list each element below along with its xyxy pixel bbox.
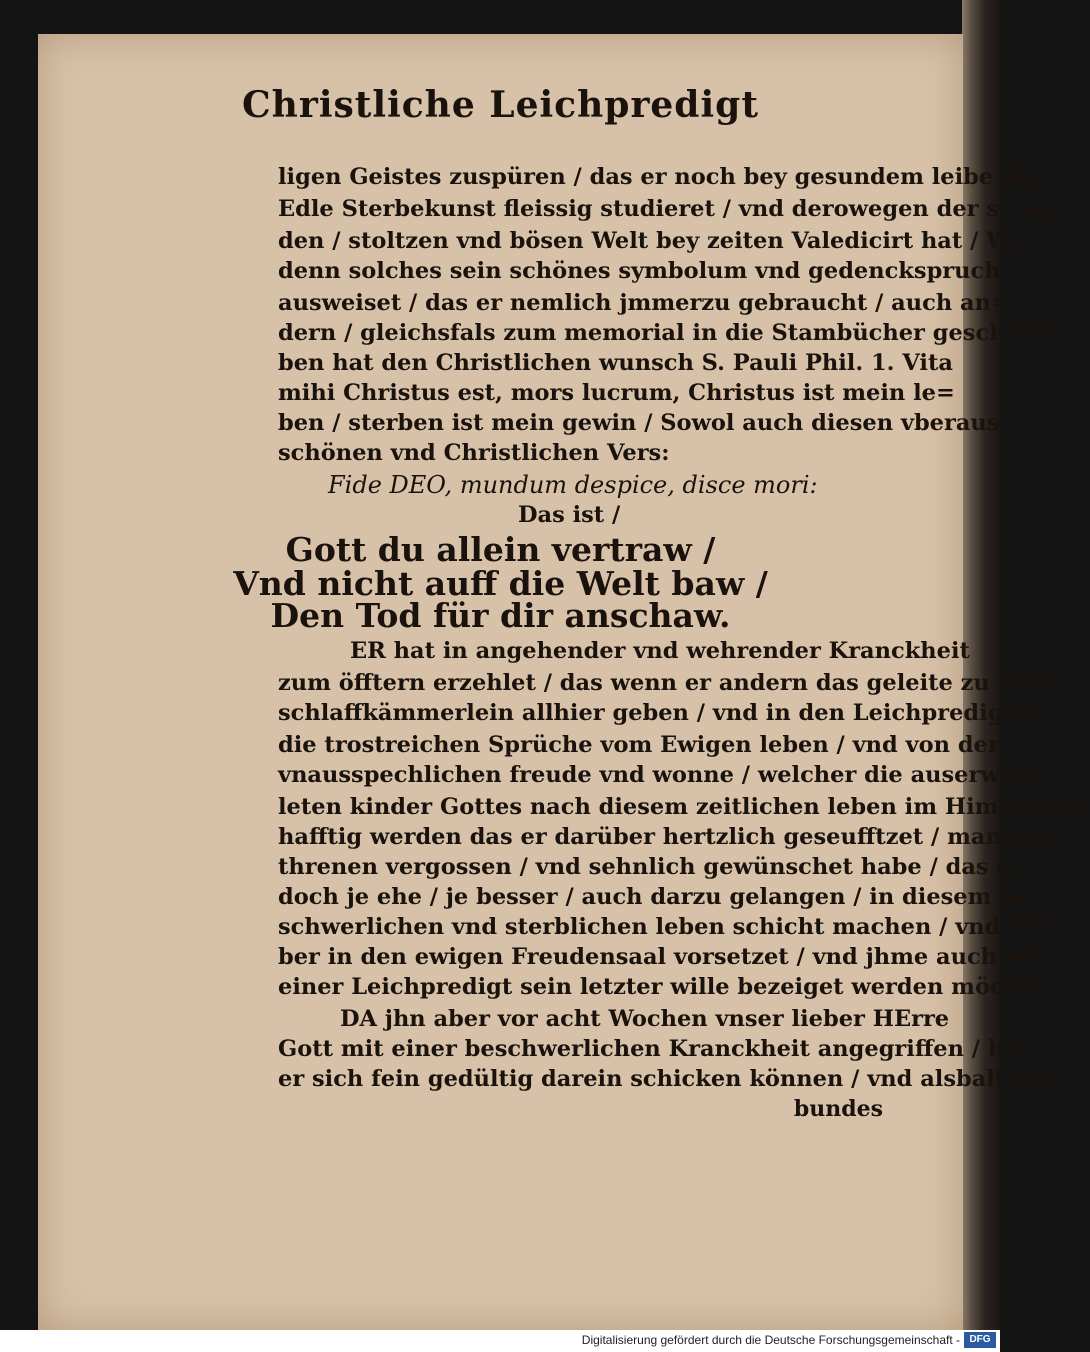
funding-credit: Digitalisierung gefördert durch die Deutsche Forschungsgemeinschaft -	[581, 1333, 960, 1347]
text-line: threnen vergossen / vnd sehnlich gewünschet habe / das er	[278, 854, 1023, 880]
text-line: ausweiset / das er nemlich jmmerzu gebraucht / auch an=	[278, 290, 1010, 316]
text-line: Edle Sterbekunst fleissig studieret / vnd derowegen der schnö=	[278, 196, 1080, 222]
verse-line: Den Tod für dir anschaw.	[270, 596, 731, 635]
text-line: denn solches sein schönes symbolum vnd gedenckspruch	[278, 258, 1001, 284]
text-line: er sich fein gedültig darein schicken können / vnd alsbalt des	[278, 1066, 1056, 1092]
catchword: bundes	[793, 1096, 883, 1122]
text-line: ben / sterben ist mein gewin / Sowol auch diesen vberaus	[278, 410, 1000, 436]
text-line: ben hat den Christlichen wunsch S. Pauli Phil. 1. Vita	[278, 350, 953, 376]
text-line: DA jhn aber vor acht Wochen vnser lieber HErre	[340, 1006, 950, 1032]
dfg-logo: DFG	[964, 1332, 996, 1348]
text-line: schlaffkämmerlein allhier geben / vnd in den Leichpredigten	[278, 700, 1045, 726]
text-line: ligen Geistes zuspüren / das er noch bey gesundem leibe die	[278, 164, 1040, 190]
text-line: die trostreichen Sprüche vom Ewigen leben / vnd von der	[278, 732, 1000, 758]
page-text	[38, 34, 1090, 1330]
text-line: leten kinder Gottes nach diesem zeitlichen leben im Himel teil=	[278, 794, 1090, 820]
text-line: doch je ehe / je besser / auch darzu gelangen / in diesem be=	[278, 884, 1049, 910]
text-line: vnausspechlichen freude vnd wonne / welcher die auserweh=	[278, 762, 1050, 788]
verse-line: Gott du allein vertraw /	[285, 530, 716, 569]
text-line: einer Leichpredigt sein letzter wille bezeiget werden möchte.	[278, 974, 1053, 1000]
text-line: zum öfftern erzehlet / das wenn er andern das geleite zu jrem	[278, 670, 1056, 696]
page-leaf	[38, 34, 1090, 1330]
digitization-footer	[0, 1330, 1000, 1352]
text-line: den / stoltzen vnd bösen Welt bey zeiten Valedicirt hat / Wie	[278, 228, 1034, 254]
latin-verse: Fide DEO, mundum despice, disce mori:	[328, 471, 818, 499]
running-head: Christliche Leichpredigt	[242, 84, 759, 126]
text-line: ber in den ewigen Freudensaal vorsetzet / vnd jhme auch mit	[278, 944, 1048, 970]
text-line: dern / gleichsfals zum memorial in die Stambücher geschrie=	[278, 320, 1060, 346]
text-line: ER hat in angehender vnd wehrender Kranckheit	[350, 638, 970, 664]
verse-line: Vnd nicht auff die Welt baw /	[233, 564, 768, 603]
text-line: schwerlichen vnd sterblichen leben schicht machen / vnd hinü=	[278, 914, 1085, 940]
text-line: Das ist /	[518, 502, 621, 528]
text-line: Gott mit einer beschwerlichen Kranckheit angegriffen / hat	[278, 1036, 1030, 1062]
text-line: schönen vnd Christlichen Vers:	[278, 440, 670, 466]
text-line: hafftig werden das er darüber hertzlich geseufftzet / manchen	[278, 824, 1063, 850]
text-line: mihi Christus est, mors lucrum, Christus ist mein le=	[278, 380, 955, 406]
